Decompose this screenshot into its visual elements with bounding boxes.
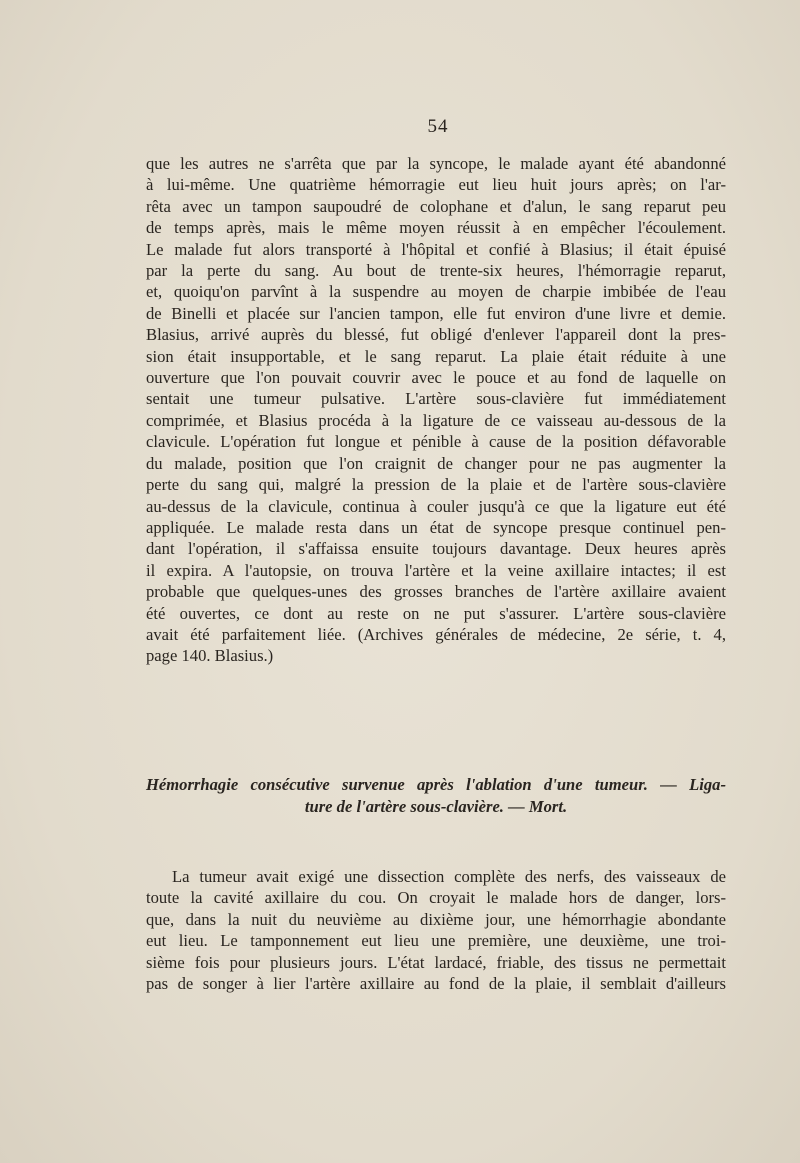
text-line: de Binelli et placée sur l'ancien tampon, elle fut environ d'une livre et demie.	[146, 303, 726, 323]
text-line: sion était insupportable, et le sang reparut. La plaie était réduite à une	[146, 346, 726, 366]
text-line: et, quoiqu'on parvînt à la suspendre au moyen de charpie imbibée de l'eau	[146, 282, 726, 302]
page-number: 54	[427, 116, 449, 137]
text-line: du malade, position que l'on craignit de changer pour ne pas augmenter la	[146, 453, 726, 473]
text-line: de temps après, mais le même moyen réussit à en empêcher l'écoulement.	[146, 218, 726, 238]
text-line: appliquée. Le malade resta dans un état de syncope presque continuel pen-	[146, 517, 726, 537]
heading-line: Hémorrhagie consécutive survenue après l'ablation d'une tumeur. — Liga-	[146, 775, 726, 794]
text-line: La tumeur avait exigé une dissection complète des nerfs, des vaisseaux de	[172, 867, 726, 886]
text-line: probable que quelques-unes des grosses branches de l'artère axillaire avaient	[146, 582, 726, 602]
text-line: dant l'opération, il s'affaissa ensuite toujours davantage. Deux heures après	[146, 539, 726, 559]
text-line: que, dans la nuit du neuvième au dixième jour, une hémorrhagie abondante	[146, 909, 726, 929]
text-line: perte du sang qui, malgré la pression de la plaie et de l'artère sous-clavière	[146, 475, 726, 495]
paragraph-2	[146, 866, 726, 994]
text-line: au-dessus de la clavicule, continua à couler jusqu'à ce que la ligature eut été	[146, 496, 726, 516]
text-line: page 140. Blasius.)	[146, 646, 274, 666]
text-line: Le malade fut alors transporté à l'hôpital et confié à Blasius; il était épuisé	[146, 239, 726, 259]
text-line: sième fois pour plusieurs jours. L'état lardacé, friable, des tissus ne permettait	[146, 952, 726, 972]
text-line: eut lieu. Le tamponnement eut lieu une première, une deuxième, une troi-	[146, 931, 726, 951]
text-line: pas de songer à lier l'artère axillaire au fond de la plaie, il semblait d'ailleurs	[146, 974, 726, 994]
text-line: comprimée, et Blasius procéda à la ligature de ce vaisseau au-dessous de la	[146, 410, 726, 430]
heading-line: ture de l'artère sous-clavière. — Mort.	[304, 797, 568, 816]
text-line: toute la cavité axillaire du cou. On croyait le malade hors de danger, lors-	[146, 888, 726, 908]
text-line: Blasius, arrivé auprès du blessé, fut obligé d'enlever l'appareil dont la pres-	[146, 325, 726, 345]
text-line: par la perte du sang. Au bout de trente-six heures, l'hémorragie reparut,	[146, 261, 726, 281]
text-line: clavicule. L'opération fut longue et pénible à cause de la position défavorable	[146, 432, 726, 452]
text-line: été ouvertes, ce dont au reste on ne put s'assurer. L'artère sous-clavière	[146, 603, 726, 623]
text-line: que les autres ne s'arrêta que par la syncope, le malade ayant été abandonné	[146, 154, 726, 173]
text-line: ouverture que l'on pouvait couvrir avec le pouce et au fond de laquelle on	[146, 368, 726, 388]
text-line: avait été parfaitement liée. (Archives générales de médecine, 2e série, t. 4,	[146, 624, 726, 644]
text-line: à lui-même. Une quatrième hémorragie eut lieu huit jours après; on l'ar-	[146, 175, 726, 195]
section-heading	[146, 774, 726, 818]
text-line: il expira. A l'autopsie, on trouva l'artère et la veine axillaire intactes; il est	[146, 560, 726, 580]
paragraph-1	[146, 153, 726, 667]
text-line: rêta avec un tampon saupoudré de colophane et d'alun, le sang reparut peu	[146, 196, 726, 216]
text-line: sentait une tumeur pulsative. L'artère sous-clavière fut immédiatement	[146, 389, 726, 409]
